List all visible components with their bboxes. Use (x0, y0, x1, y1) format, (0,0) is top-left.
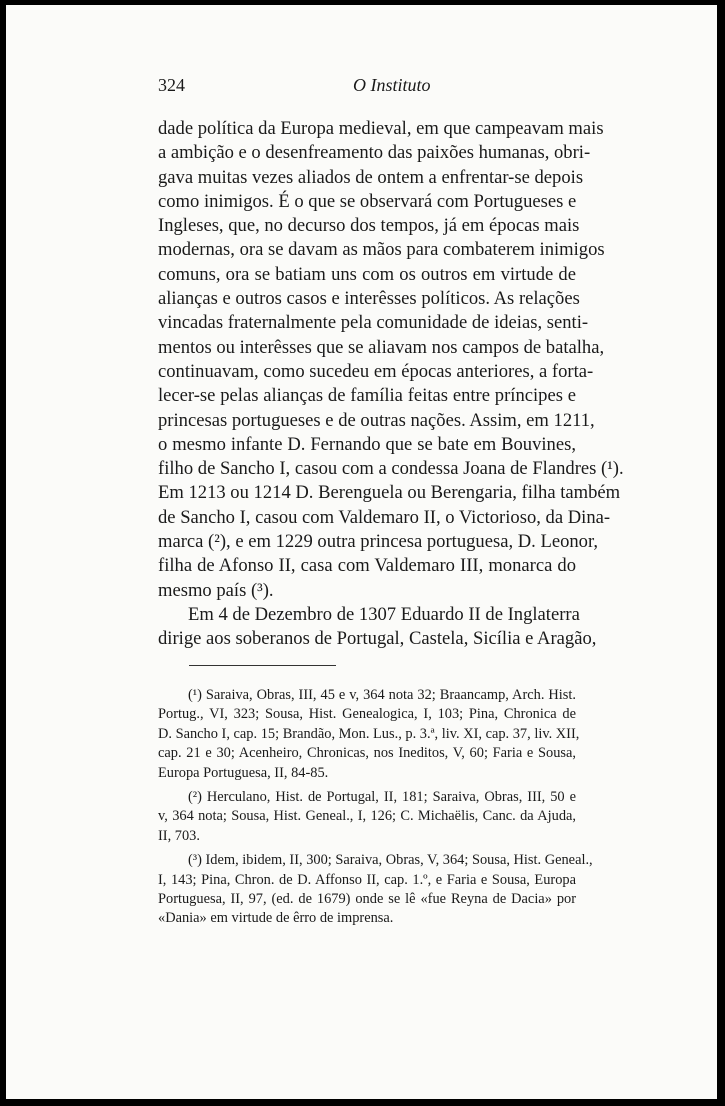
running-title: O Instituto (353, 75, 431, 95)
text-line: a ambição e o desenfreamento das paixões humanas, obri- (158, 142, 591, 164)
footnote-2 (158, 788, 576, 846)
footnote-line: D. Sancho I, cap. 15; Brandão, Mon. Lus., p. 3.ª, liv. XI, cap. 37, liv. XII, (158, 725, 580, 742)
text-line: de Sancho I, casou com Valdemaro II, o Victorioso, da Dina- (158, 506, 611, 528)
footnote-line: Europa Portuguesa, II, 84-85. (158, 764, 329, 781)
text-line: mesmo país (³). (158, 579, 274, 601)
text-line: filha de Afonso II, casa com Valdemaro III, monarca do (158, 555, 576, 577)
text-line: dirige aos soberanos de Portugal, Castela, Sicília e Aragão, (158, 628, 597, 650)
text-line: dade política da Europa medieval, em que campeavam mais (158, 118, 604, 139)
text-line: princesas portugueses e de outras nações. Assim, em 1211, (158, 409, 595, 431)
footnote-line: «Dania» em virtude de êrro de imprensa. (158, 910, 394, 927)
text-line: modernas, ora se davam as mãos para combaterem inimigos (158, 239, 605, 261)
text-line: marca (²), e em 1229 outra princesa portuguesa, D. Leonor, (158, 531, 599, 553)
text-line: lecer-se pelas alianças de família feitas entre príncipes e (158, 385, 576, 407)
footnote-line: (²) Herculano, Hist. de Portugal, II, 181; Saraiva, Obras, III, 50 e (188, 788, 576, 805)
text-line: Ingleses, que, no decurso dos tempos, já em épocas mais (158, 215, 580, 237)
text-line: comuns, ora se batiam uns com os outros em virtude de (158, 263, 576, 285)
text-line: filho de Sancho I, casou com a condessa Joana de Flandres (¹). (158, 458, 624, 480)
footnote-line: cap. 21 e 30; Acenheiro, Chronicas, nos Ineditos, V, 60; Faria e Sousa, (158, 745, 576, 762)
footnote-divider (189, 665, 336, 666)
main-text (158, 117, 624, 652)
footnote-line: I, 143; Pina, Chron. de D. Affonso II, cap. 1.º, e Faria e Sousa, Europa (158, 871, 576, 888)
footnote-line: Portug., VI, 323; Sousa, Hist. Genealogica, I, 103; Pina, Chronica de (158, 706, 576, 723)
text-line: vincadas fraternalmente pela comunidade de ideias, senti- (158, 312, 589, 334)
footnotes (158, 686, 593, 934)
footnote-line: v, 364 nota; Sousa, Hist. Geneal., I, 126; C. Michaëlis, Canc. da Ajuda, (158, 808, 576, 825)
text-line: Em 4 de Dezembro de 1307 Eduardo II de Inglaterra (188, 603, 580, 625)
text-line: alianças e outros casos e interêsses políticos. As relações (158, 288, 580, 310)
text-line: Em 1213 ou 1214 D. Berenguela ou Berengaria, filha também (158, 482, 621, 504)
footnote-line: (¹) Saraiva, Obras, III, 45 e v, 364 nota 32; Braancamp, Arch. Hist. (188, 687, 576, 703)
book-page (6, 5, 717, 1099)
text-line: como inimigos. É o que se observará com Portugueses e (158, 190, 577, 212)
footnote-line: Portuguesa, II, 97, (ed. de 1679) onde se lê «fue Reyna de Dacia» por (158, 890, 576, 907)
text-line: continuavam, como sucedeu em épocas anteriores, a forta- (158, 360, 594, 382)
page-number: 324 (158, 75, 185, 95)
footnote-line: (³) Idem, ibidem, II, 300; Saraiva, Obras, V, 364; Sousa, Hist. Geneal., (188, 852, 593, 869)
text-line: mentos ou interêsses que se aliavam nos campos de batalha, (158, 336, 605, 358)
footnote-line: II, 703. (158, 827, 200, 844)
text-line: o mesmo infante D. Fernando que se bate em Bouvines, (158, 433, 576, 455)
footnote-1 (158, 686, 580, 783)
page-header (158, 75, 573, 99)
footnote-3 (158, 851, 593, 929)
text-line: gava muitas vezes aliados de ontem a enfrentar-se depois (158, 166, 584, 188)
